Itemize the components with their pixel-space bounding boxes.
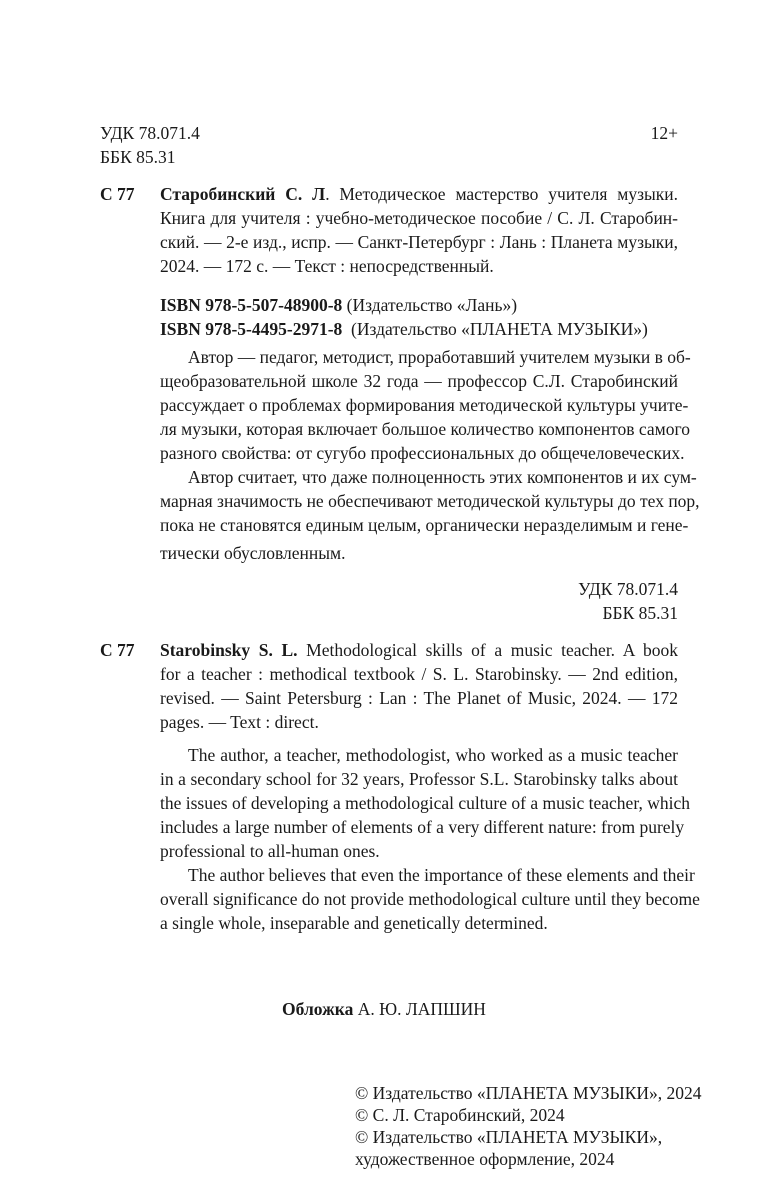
en-author-name: Starobinsky S. L. [160, 640, 298, 660]
copyright-line: © Издательство «ПЛАНЕТА МУЗЫКИ», 2024 [355, 1083, 702, 1103]
ru-biblio-line-4: 2024. — 172 с. — Текст : непосредственный. [160, 256, 494, 276]
ru-abstract-p1-line: разного свойства: от сугубо профессиональных до общечеловеческих. [160, 443, 685, 463]
ru-abstract-p2-line: тически обусловленным. [160, 543, 346, 563]
isbn-number: ISBN 978-5-4495-2971-8 [160, 319, 343, 339]
cover-credit [0, 998, 768, 1020]
en-abstract-p2-line: a single whole, inseparable and genetically determined. [160, 913, 548, 933]
en-bbk-code: ББК 85.31 [602, 603, 678, 623]
isbn-publisher: (Издательство «Лань») [346, 295, 518, 315]
en-abstract-p1-line: in a secondary school for 32 years, Professor S.L. Starobinsky talks about [160, 769, 678, 789]
cover-label: Обложка [282, 999, 354, 1019]
en-abstract-p2-line: The author believes that even the importance of these elements and their [188, 865, 695, 885]
en-title: Methodological skills of a music teacher. A book [297, 640, 678, 660]
ru-abstract-p1-line: щеобразовательной школе 32 года — профессор С.Л. Старобинский [160, 371, 678, 391]
isbn-lan [160, 294, 517, 316]
en-biblio-line-4: pages. — Text : direct. [160, 712, 319, 732]
ru-biblio-line-2: Книга для учителя : учебно-методическое пособие / С. Л. Старобин- [160, 208, 678, 228]
copyright-line: © Издательство «ПЛАНЕТА МУЗЫКИ», [355, 1127, 663, 1147]
ru-biblio-line-1 [160, 183, 678, 205]
ru-author-name: Старобинский С. Л [160, 184, 326, 204]
ru-abstract-p1-line: рассуждает о проблемах формирования методической культуры учите- [160, 395, 689, 415]
en-abstract-p1-line: includes a large number of elements of a very different nature: from purely [160, 817, 685, 837]
en-biblio-line-3: revised. — Saint Petersburg : Lan : The Planet of Music, 2024. — 172 [160, 688, 678, 708]
ru-abstract-p2-line: Автор считает, что даже полноценность этих компонентов и их сум- [188, 467, 697, 487]
ru-biblio-line-3: ский. — 2-е изд., испр. — Санкт-Петербург : Лань : Планета музыки, [160, 232, 678, 252]
cover-artist: А. Ю. ЛАПШИН [357, 999, 486, 1019]
copyright-line: © С. Л. Старобинский, 2024 [355, 1105, 565, 1125]
udk-code: УДК 78.071.4 [100, 123, 200, 143]
copyright-line: художественное оформление, 2024 [355, 1149, 615, 1169]
ru-abstract-p2-line: марная значимость не обеспечивают методической культуры до тех пор, [160, 491, 700, 511]
en-abstract-p1-line: the issues of developing a methodological culture of a music teacher, which [160, 793, 690, 813]
age-rating: 12+ [650, 123, 678, 143]
en-biblio-line-2: for a teacher : methodical textbook / S. L. Starobinsky. — 2nd edition, [160, 664, 678, 684]
ru-abstract-p1-line: Автор — педагог, методист, проработавший учителем музыки в об- [188, 347, 691, 367]
isbn-publisher: (Издательство «ПЛАНЕТА МУЗЫКИ») [351, 319, 648, 339]
en-abstract-p2-line: overall significance do not provide methodological culture until they become [160, 889, 700, 909]
bbk-code: ББК 85.31 [100, 147, 176, 167]
ru-abstract-p2-line: пока не становятся единым целым, органически неразделимым и гене- [160, 515, 689, 535]
ru-title: . Методическое мастерство учителя музыки. [325, 184, 679, 204]
en-abstract-p1-line: professional to all-human ones. [160, 841, 380, 861]
en-biblio-line-1 [160, 639, 678, 661]
ru-abstract-p1-line: ля музыки, которая включает большое количество компонентов самого [160, 419, 690, 439]
isbn-planeta [160, 318, 648, 340]
en-abstract-p1-line: The author, a teacher, methodologist, who worked as a music teacher [188, 745, 678, 765]
isbn-number: ISBN 978-5-507-48900-8 [160, 295, 343, 315]
en-author-code: С 77 [100, 640, 135, 660]
en-udk-code: УДК 78.071.4 [578, 579, 678, 599]
ru-author-code: С 77 [100, 184, 135, 204]
